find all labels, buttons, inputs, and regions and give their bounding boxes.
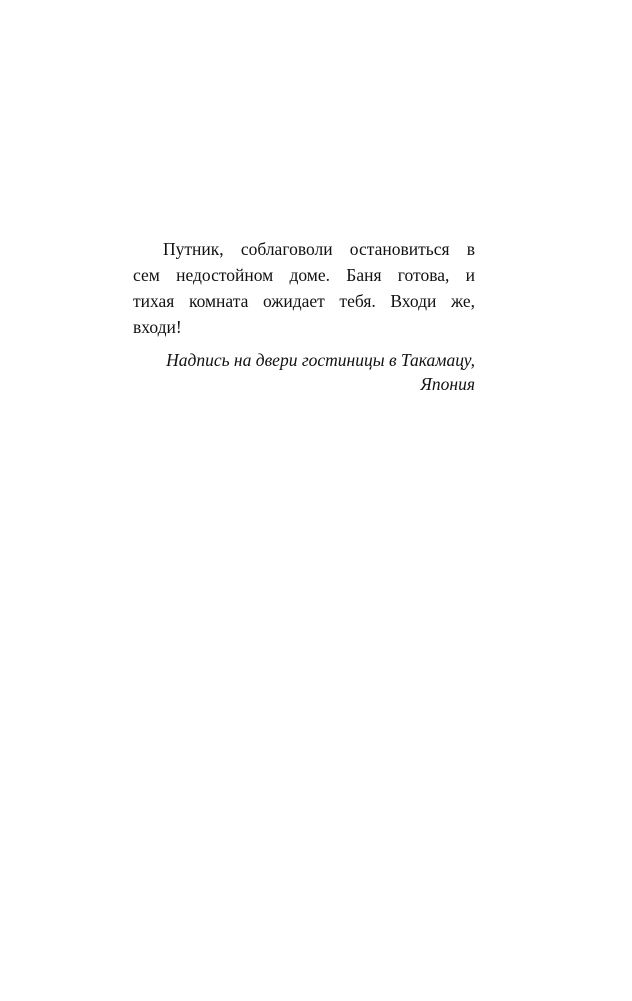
epigraph-line: сем недостойном доме. Баня готова, и — [133, 265, 475, 285]
epigraph-quote — [133, 236, 475, 340]
epigraph-attribution — [133, 348, 475, 396]
epigraph — [133, 236, 475, 396]
attribution-line: Надпись на двери гостиницы в Такамацу, — [166, 350, 475, 370]
attribution-line: Япония — [420, 374, 475, 394]
epigraph-line: тихая комната ожидает тебя. Входи же, — [133, 291, 475, 311]
epigraph-line: входи! — [133, 317, 182, 337]
epigraph-line: Путник, соблаговоли остановиться в — [163, 239, 475, 259]
